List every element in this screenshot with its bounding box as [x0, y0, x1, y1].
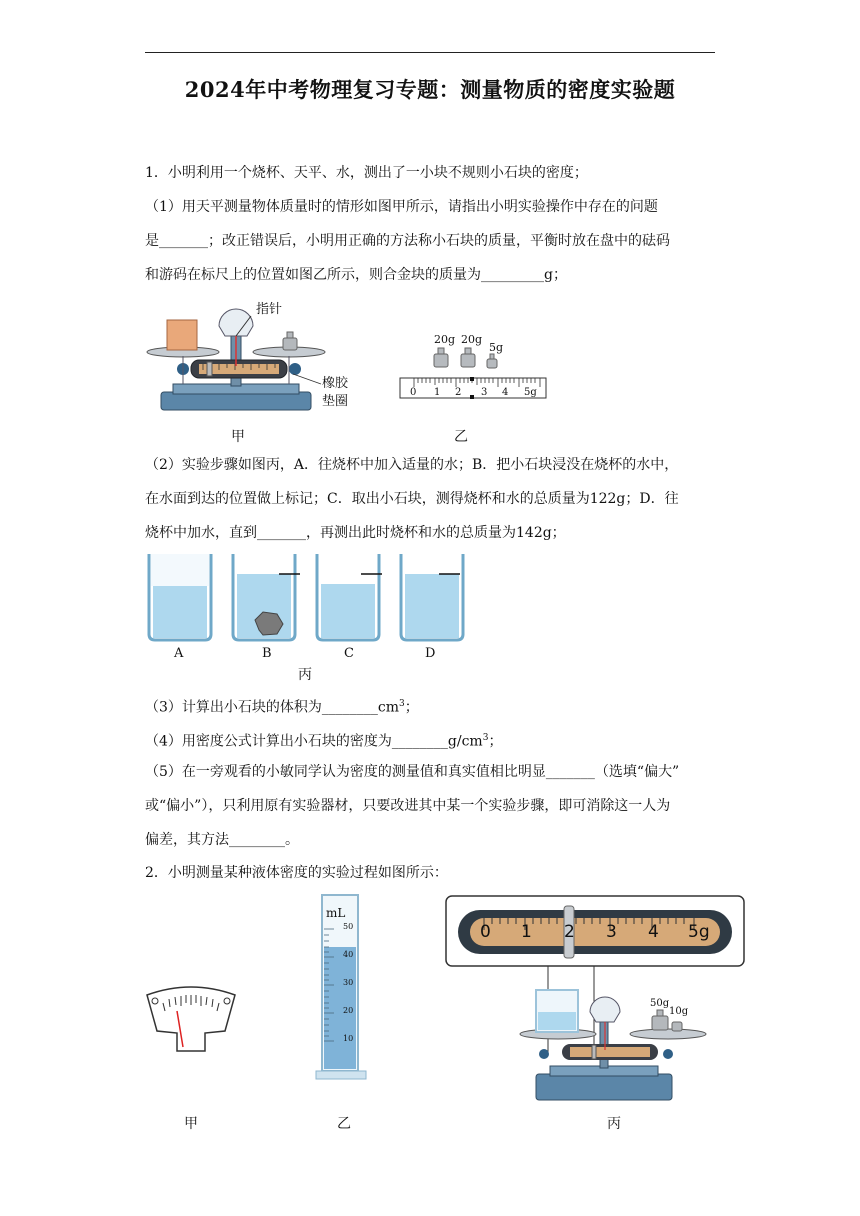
beaker-label-b: B	[262, 646, 272, 661]
zoom-tick-1: 1	[521, 922, 532, 942]
fig-bing-caption: 丙	[298, 667, 312, 683]
scale-tick-0: 0	[410, 387, 417, 398]
cylinder-mark-50: 50	[343, 922, 354, 931]
q1-part2-line2: 在水面到达的位置做上标记；C．取出小石块，测得烧杯和水的总质量为122g；D．往	[145, 491, 679, 507]
q1-part4: （4）用密度公式计算出小石块的密度为$\_\_\_\_\_\_\_\_g/cm^3$；	[145, 733, 503, 750]
q1-part2-line3: 烧杯中加水，直到_______，再测出此时烧杯和水的总质量为142g；	[145, 525, 566, 541]
q2-fig-jia-caption: 甲	[184, 1116, 198, 1132]
cylinder-mark-20: 20	[343, 1006, 354, 1015]
q1-part5-line1: （5）在一旁观看的小敏同学认为密度的测量值和真实值相比明显_______（选填“偏大”	[145, 764, 680, 780]
scale-tick-2: 2	[455, 387, 462, 398]
dial-figure-jia	[143, 985, 239, 1055]
q1-part5-line2: 或“偏小”），只利用原有实验器材，只要改进其中某一个实验步骤，即可消除这一人为	[145, 798, 671, 814]
q1-part1-line2: 是_______；改正错误后，小明用正确的方法称小石块的质量，平衡时放在盘中的砝码	[145, 233, 670, 249]
beaker-label-d: D	[425, 646, 436, 661]
scale-tick-1: 1	[434, 387, 441, 398]
scale-tick-4: 4	[502, 387, 509, 398]
pointer-label: 指针	[256, 302, 283, 317]
weight-label-10g: 10g	[669, 1006, 689, 1017]
zoom-tick-3: 3	[606, 922, 617, 942]
fig-yi-caption: 乙	[454, 429, 468, 445]
rubber-ring-label-1: 橡胶	[322, 376, 349, 391]
q2-fig-bing-caption: 丙	[607, 1116, 621, 1132]
scale-tick-5g: 5g	[524, 387, 537, 398]
weight-label-50g: 50g	[650, 998, 670, 1009]
q1-part3: （3）计算出小石块的体积为$\_\_\_\_\_\_\_\_cm^3$；	[145, 699, 419, 716]
cylinder-mark-10: 10	[343, 1034, 354, 1043]
q2-intro: 2．小明测量某种液体密度的实验过程如图所示：	[145, 865, 448, 881]
weight-label-2: 20g	[461, 333, 483, 346]
q1-part2-line1: （2）实验步骤如图丙，A．往烧杯中加入适量的水；B．把小石块浸没在烧杯的水中，	[145, 457, 679, 473]
q2-fig-yi-caption: 乙	[337, 1116, 351, 1132]
beaker-label-c: C	[344, 646, 354, 661]
rubber-ring-label-2: 垫圈	[322, 394, 349, 409]
zoom-tick-2: 2	[564, 922, 575, 942]
header-rule	[145, 52, 715, 53]
cylinder-mark-30: 30	[343, 978, 354, 987]
cylinder-figure-yi	[312, 891, 372, 1085]
q1-intro: 1．小明利用一个烧杯、天平、水，测出了一小块不规则小石块的密度；	[145, 165, 588, 181]
beakers-figure-bing	[143, 550, 473, 646]
scale-tick-3: 3	[481, 387, 488, 398]
weight-label-3: 5g	[489, 341, 504, 354]
weight-label-1: 20g	[434, 333, 456, 346]
q1-part1-line1: （1）用天平测量物体质量时的情形如图甲所示，请指出小明实验操作中存在的问题	[145, 199, 658, 215]
cylinder-mark-40: 40	[343, 950, 354, 959]
zoom-tick-0: 0	[480, 922, 491, 942]
beaker-label-a: A	[174, 646, 184, 661]
page-title: 2024年中考物理复习专题：测量物质的密度实验题	[184, 77, 676, 102]
q1-part1-line3: 和游码在标尺上的位置如图乙所示，则合金块的质量为_________g；	[145, 267, 567, 283]
zoom-tick-4: 4	[648, 922, 659, 942]
q1-part5-line3: 偏差，其方法________。	[145, 832, 299, 848]
cylinder-unit: mL	[326, 906, 346, 920]
zoom-tick-5g: 5g	[688, 922, 710, 942]
fig-jia-caption: 甲	[231, 429, 245, 445]
